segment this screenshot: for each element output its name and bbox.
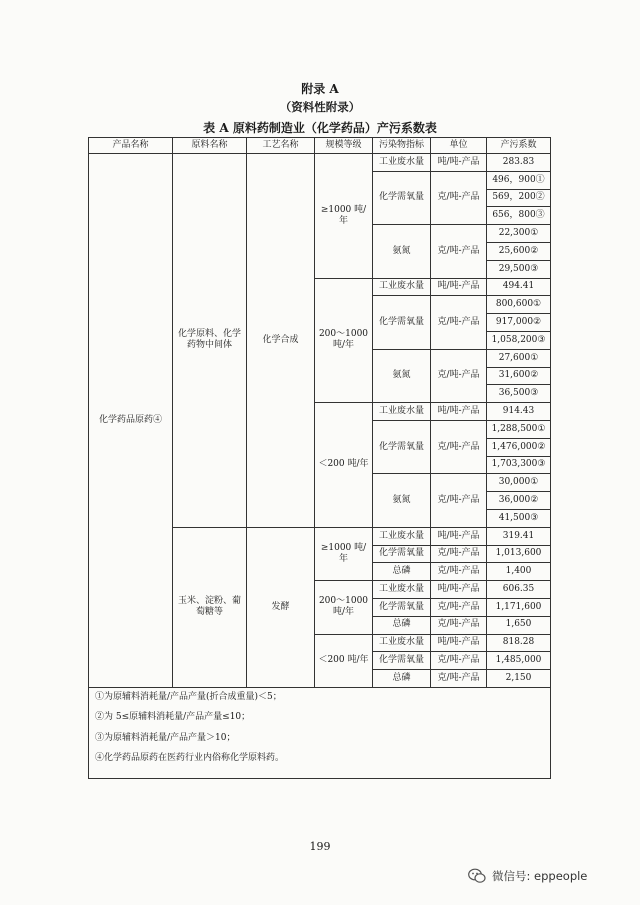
unit-cell: 吨/吨-产品: [431, 581, 487, 599]
unit-cell: 克/吨-产品: [431, 225, 487, 278]
coefficient-cell: 31,600②: [487, 367, 551, 385]
watermark-text: 微信号: eppeople: [492, 869, 588, 883]
unit-cell: 克/吨-产品: [431, 545, 487, 563]
coefficient-cell: 1,485,000: [487, 652, 551, 670]
table-row: [89, 138, 551, 154]
unit-cell: 克/吨-产品: [431, 349, 487, 402]
unit-cell: 克/吨-产品: [431, 616, 487, 634]
column-header: 工艺名称: [247, 138, 315, 154]
indicator-cell: 总磷: [373, 563, 431, 581]
unit-cell: 克/吨-产品: [431, 598, 487, 616]
unit-cell: 克/吨-产品: [431, 296, 487, 349]
coefficient-cell: 606.35: [487, 581, 551, 599]
column-header: 原料名称: [173, 138, 247, 154]
coefficient-cell: 494.41: [487, 278, 551, 296]
process-cell: 发酵: [247, 527, 315, 687]
indicator-cell: 化学需氧量: [373, 598, 431, 616]
raw-material-cell: 化学原料、化学药物中间体: [173, 154, 247, 528]
coefficient-cell: 1,288,500①: [487, 420, 551, 438]
indicator-cell: 工业废水量: [373, 278, 431, 296]
coefficient-cell: 22,300①: [487, 225, 551, 243]
coefficient-cell: 1,703,300③: [487, 456, 551, 474]
coefficient-cell: 1,400: [487, 563, 551, 581]
coefficient-cell: 1,476,000②: [487, 438, 551, 456]
process-cell: 化学合成: [247, 154, 315, 528]
coefficient-cell: 29,500③: [487, 260, 551, 278]
column-header: 产品名称: [89, 138, 173, 154]
scale-cell: ≥1000 吨/年: [315, 154, 373, 279]
informative-label: （资料性附录）: [279, 100, 361, 114]
coefficient-cell: 25,600②: [487, 242, 551, 260]
table-row: [89, 687, 551, 778]
coefficient-cell: 2,150: [487, 670, 551, 688]
product-name-cell: 化学药品原药④: [89, 154, 173, 688]
unit-cell: 克/吨-产品: [431, 474, 487, 527]
coefficient-cell: 1,013,600: [487, 545, 551, 563]
indicator-cell: 氨氮: [373, 349, 431, 402]
unit-cell: 吨/吨-产品: [431, 154, 487, 172]
coefficient-cell: 27,600①: [487, 349, 551, 367]
indicator-cell: 工业废水量: [373, 527, 431, 545]
coefficient-cell: 1,058,200③: [487, 331, 551, 349]
coefficient-cell: 914.43: [487, 403, 551, 421]
column-header: 产污系数: [487, 138, 551, 154]
unit-cell: 克/吨-产品: [431, 420, 487, 473]
indicator-cell: 氨氮: [373, 225, 431, 278]
unit-cell: 克/吨-产品: [431, 171, 487, 224]
coefficient-cell: 1,171,600: [487, 598, 551, 616]
indicator-cell: 工业废水量: [373, 634, 431, 652]
indicator-cell: 工业废水量: [373, 403, 431, 421]
footnote: ①为原辅料消耗量/产品产量(折合成重量)＜5；: [95, 691, 282, 702]
coefficient-cell: 30,000①: [487, 474, 551, 492]
coefficient-cell: 917,000②: [487, 314, 551, 332]
unit-cell: 吨/吨-产品: [431, 527, 487, 545]
table-row: [89, 154, 551, 172]
column-header: 规模等级: [315, 138, 373, 154]
unit-cell: 吨/吨-产品: [431, 278, 487, 296]
scale-cell: ＜200 吨/年: [315, 403, 373, 528]
coefficient-cell: 1,650: [487, 616, 551, 634]
unit-cell: 克/吨-产品: [431, 652, 487, 670]
raw-material-cell: 玉米、淀粉、葡萄糖等: [173, 527, 247, 687]
footnote: ③为原辅料消耗量/产品产量＞10；: [95, 732, 236, 743]
footnote: ④化学药品原药在医药行业内俗称化学原料药。: [95, 753, 285, 764]
coefficient-cell: 36,000②: [487, 492, 551, 510]
column-header: 污染物指标: [373, 138, 431, 154]
unit-cell: 克/吨-产品: [431, 563, 487, 581]
coefficient-cell: 656，800③: [487, 207, 551, 225]
scale-cell: ＜200 吨/年: [315, 634, 373, 687]
coefficient-cell: 818.28: [487, 634, 551, 652]
indicator-cell: 化学需氧量: [373, 420, 431, 473]
unit-cell: 克/吨-产品: [431, 670, 487, 688]
indicator-cell: 氨氮: [373, 474, 431, 527]
scale-cell: ≥1000 吨/年: [315, 527, 373, 580]
scale-cell: 200～1000 吨/年: [315, 278, 373, 403]
wechat-icon: [468, 868, 486, 884]
page-number: 199: [309, 840, 331, 853]
coefficient-cell: 496，900①: [487, 171, 551, 189]
unit-cell: 吨/吨-产品: [431, 634, 487, 652]
footnote: ②为 5≤原辅料消耗量/产品产量≤10；: [95, 712, 251, 723]
indicator-cell: 化学需氧量: [373, 652, 431, 670]
indicator-cell: 工业废水量: [373, 154, 431, 172]
coefficient-cell: 36,500③: [487, 385, 551, 403]
watermark: [468, 868, 587, 884]
coefficient-cell: 283.83: [487, 154, 551, 172]
coefficient-cell: 569，200②: [487, 189, 551, 207]
coefficient-cell: 41,500③: [487, 509, 551, 527]
footnotes-cell: [89, 687, 551, 778]
pollution-coefficient-table: [88, 137, 551, 779]
indicator-cell: 总磷: [373, 670, 431, 688]
coefficient-cell: 319.41: [487, 527, 551, 545]
coefficient-cell: 800,600①: [487, 296, 551, 314]
table-title: 表 A 原料药制造业（化学药品）产污系数表: [203, 121, 437, 135]
indicator-cell: 化学需氧量: [373, 296, 431, 349]
indicator-cell: 化学需氧量: [373, 545, 431, 563]
column-header: 单位: [431, 138, 487, 154]
scale-cell: 200～1000 吨/年: [315, 581, 373, 634]
indicator-cell: 工业废水量: [373, 581, 431, 599]
unit-cell: 吨/吨-产品: [431, 403, 487, 421]
appendix-label: 附录 A: [301, 82, 339, 96]
indicator-cell: 总磷: [373, 616, 431, 634]
indicator-cell: 化学需氧量: [373, 171, 431, 224]
